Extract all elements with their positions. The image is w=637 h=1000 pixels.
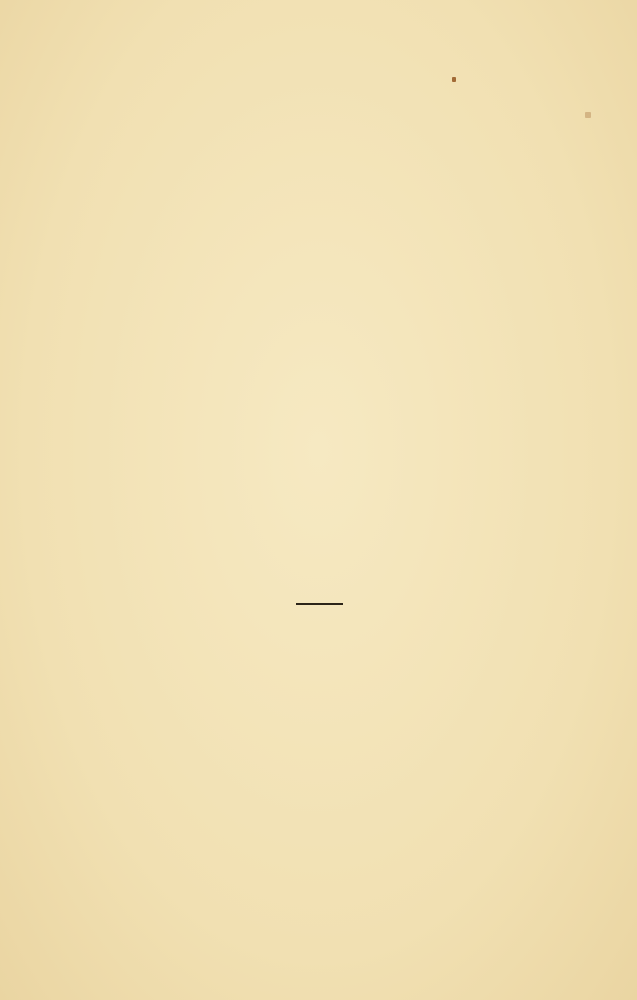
- ink-speck: [452, 77, 456, 82]
- chapter-body-text: [88, 726, 565, 752]
- paper-stain: [585, 112, 591, 118]
- section-divider: [296, 603, 343, 605]
- first-line-rest: [96, 726, 565, 752]
- page-header: [88, 54, 565, 84]
- text-line: [88, 726, 565, 752]
